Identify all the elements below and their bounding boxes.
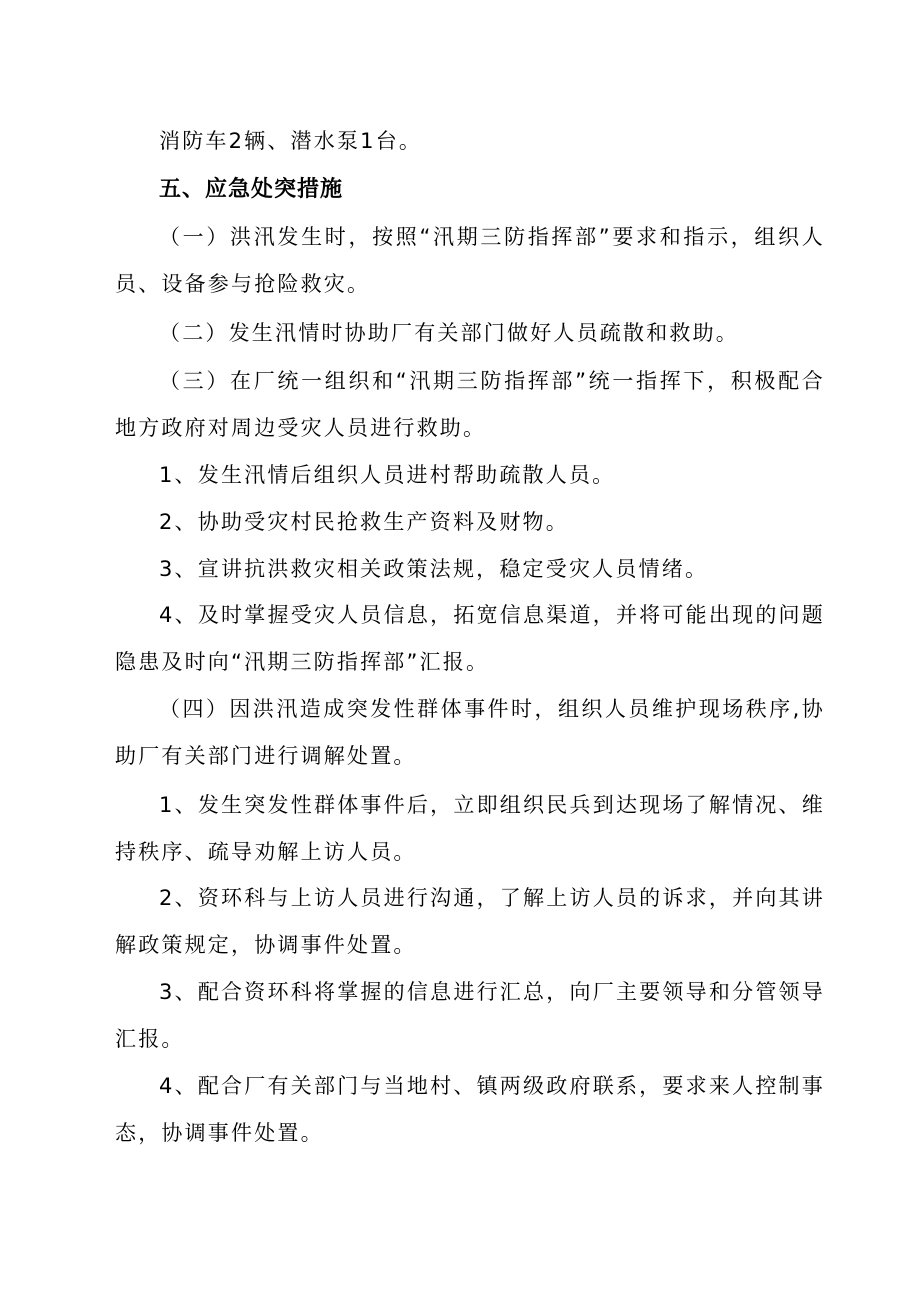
paragraph-4-item-2: 2、资环科与上访人员进行沟通，了解上访人员的诉求，并向其讲解政策规定，协调事件处置。: [115, 886, 825, 957]
paragraph-3-item-4: 4、及时掌握受灾人员信息，拓宽信息渠道，并将可能出现的问题隐患及时向“汛期三防指挥部”汇报。: [115, 603, 825, 674]
paragraph-4-item-3: 3、配合资环科将掌握的信息进行汇总，向厂主要领导和分管领导汇报。: [115, 980, 825, 1051]
section-heading: 五、应急处突措施: [159, 177, 344, 202]
paragraph-4-item-1: 1、发生突发性群体事件后，立即组织民兵到达现场了解情况、维持秩序、疏导劝解上访人员。: [115, 793, 825, 864]
paragraph-3-item-2: 2、协助受灾村民抢救生产资料及财物。: [159, 510, 569, 534]
paragraph-4-item-4: 4、配合厂有关部门与当地村、镇两级政府联系，要求来人控制事态，协调事件处置。: [115, 1074, 825, 1145]
paragraph-1: （一）洪汛发生时，按照“汛期三防指挥部”要求和指示，组织人员、设备参与抢险救灾。: [115, 225, 825, 296]
paragraph-2: （二）发生汛情时协助厂有关部门做好人员疏散和救助。: [159, 321, 739, 345]
paragraph-4: （四）因洪汛造成突发性群体事件时，组织人员维护现场秩序,协助厂有关部门进行调解处置。: [115, 697, 825, 768]
paragraph-3-item-3: 3、宣讲抗洪救灾相关政策法规，稳定受灾人员情绪。: [159, 557, 709, 581]
paragraph-3-item-1: 1、发生汛情后组织人员进村帮助疏散人员。: [159, 463, 616, 487]
continuation-text: 消防车2辆、潜水泵1台。: [159, 129, 423, 153]
paragraph-3: （三）在厂统一组织和“汛期三防指挥部”统一指挥下，积极配合地方政府对周边受灾人员进行救助。: [115, 369, 825, 440]
